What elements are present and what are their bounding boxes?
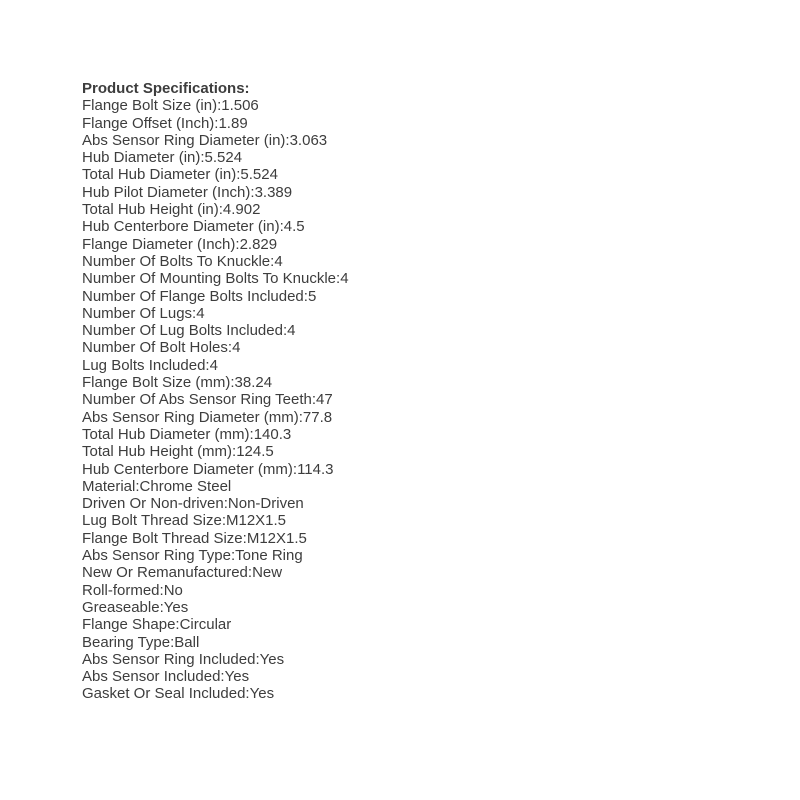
spec-separator: : <box>242 529 247 547</box>
spec-separator: : <box>214 114 219 132</box>
spec-separator: : <box>220 668 225 686</box>
spec-label: Abs Sensor Ring Diameter (mm) <box>82 408 299 426</box>
spec-label: Flange Offset (Inch) <box>82 114 215 132</box>
spec-line-new-or-remanufactured <box>82 564 349 581</box>
spec-separator: : <box>298 408 303 426</box>
spec-value: Yes <box>224 668 250 686</box>
spec-label: Bearing Type <box>82 633 171 651</box>
spec-line-abs-sensor-ring-teeth <box>82 391 349 408</box>
spec-value: Circular <box>179 616 232 634</box>
spec-value: 4.5 <box>283 218 305 236</box>
spec-value: No <box>163 581 183 599</box>
product-specifications-block <box>82 80 349 703</box>
spec-separator: : <box>135 477 140 495</box>
spec-line-abs-sensor-ring-diameter-mm <box>82 409 349 426</box>
spec-value: Chrome Steel <box>139 477 232 495</box>
spec-line-total-hub-diameter-mm <box>82 426 349 443</box>
spec-line-number-of-lug-bolts <box>82 322 349 339</box>
spec-line-flange-bolt-size-mm <box>82 374 349 391</box>
spec-value: 5.524 <box>240 166 278 184</box>
spec-separator: : <box>285 131 290 149</box>
spec-line-lug-bolt-thread-size <box>82 512 349 529</box>
spec-separator: : <box>255 650 260 668</box>
spec-value: New <box>252 564 283 582</box>
spec-separator: : <box>200 149 205 167</box>
spec-value: 124.5 <box>236 443 274 461</box>
spec-line-abs-sensor-included <box>82 668 349 685</box>
spec-line-number-of-lugs <box>82 305 349 322</box>
spec-separator: : <box>217 97 222 115</box>
spec-value: Non-Driven <box>227 495 304 513</box>
spec-label: Total Hub Diameter (mm) <box>82 425 250 443</box>
spec-label: Number Of Mounting Bolts To Knuckle <box>82 270 337 288</box>
spec-separator: : <box>282 322 288 340</box>
spec-separator: : <box>303 287 308 305</box>
spec-line-roll-formed <box>82 582 349 599</box>
spec-separator: : <box>205 356 210 374</box>
spec-line-greaseable <box>82 599 349 616</box>
spec-separator: : <box>250 183 255 201</box>
spec-line-flange-bolt-thread-size <box>82 530 349 547</box>
spec-value: 47 <box>316 391 333 409</box>
spec-value: M12X1.5 <box>225 512 287 530</box>
spec-label: Roll-formed <box>82 581 160 599</box>
spec-label: Driven Or Non-driven <box>82 495 224 513</box>
spec-separator: : <box>336 270 341 288</box>
spec-line-hub-centerbore-diameter-in <box>82 218 349 235</box>
spec-line-driven-or-non-driven <box>82 495 349 512</box>
spec-line-abs-sensor-ring-included <box>82 651 349 668</box>
spec-line-bearing-type <box>82 634 349 651</box>
spec-label: Number Of Abs Sensor Ring Teeth <box>82 391 312 409</box>
spec-value: 4 <box>287 322 296 340</box>
spec-value: 4 <box>340 270 349 288</box>
spec-label: Number Of Bolt Holes <box>82 339 228 357</box>
spec-separator: : <box>192 304 197 322</box>
spec-value: 38.24 <box>234 374 273 392</box>
spec-label: Flange Shape <box>82 616 176 634</box>
spec-line-total-hub-height-mm <box>82 443 349 460</box>
spec-label: Number Of Flange Bolts Included <box>82 287 304 305</box>
spec-label: Flange Diameter (Inch) <box>82 235 236 253</box>
spec-value: 140.3 <box>253 425 292 443</box>
spec-label: Hub Centerbore Diameter (mm) <box>82 460 293 478</box>
spec-label: Number Of Bolts To Knuckle <box>82 252 271 270</box>
spec-label: Flange Bolt Size (in) <box>82 97 218 115</box>
spec-value: 4.902 <box>222 201 261 219</box>
spec-line-flange-diameter <box>82 236 349 253</box>
spec-value: 4 <box>274 252 283 270</box>
spec-label: Lug Bolt Thread Size <box>82 512 222 530</box>
spec-value: 4 <box>209 356 218 374</box>
spec-value: 5 <box>307 287 317 305</box>
spec-label: Material <box>82 477 136 495</box>
spec-value: Tone Ring <box>235 547 303 565</box>
spec-separator: : <box>270 252 275 270</box>
spec-value: 4 <box>232 339 241 357</box>
spec-line-abs-sensor-ring-diameter-in <box>82 132 349 149</box>
spec-line-hub-centerbore-diameter-mm <box>82 461 349 478</box>
spec-line-abs-sensor-ring-type <box>82 547 349 564</box>
spec-value: 3.063 <box>289 131 328 149</box>
spec-value: 114.3 <box>297 460 334 478</box>
spec-separator: : <box>279 218 284 236</box>
spec-label: Number Of Lug Bolts Included <box>82 322 283 340</box>
spec-separator: : <box>170 633 175 651</box>
spec-value: Yes <box>249 685 275 703</box>
spec-line-gasket-or-seal-included <box>82 685 349 702</box>
spec-separator: : <box>247 564 253 582</box>
spec-line-total-hub-diameter-in <box>82 166 349 183</box>
spec-value: 2.829 <box>239 235 278 253</box>
spec-label: Abs Sensor Ring Included <box>82 650 256 668</box>
spec-line-total-hub-height-in <box>82 201 349 218</box>
spec-value: Ball <box>174 633 200 651</box>
spec-label: Flange Bolt Size (mm) <box>82 374 231 392</box>
spec-line-number-of-bolt-holes <box>82 339 349 356</box>
spec-line-flange-offset <box>82 115 349 132</box>
spec-label: Abs Sensor Ring Type <box>82 547 231 565</box>
spec-separator: : <box>227 339 233 357</box>
spec-value: 4 <box>196 304 205 322</box>
spec-label: Hub Diameter (in) <box>82 149 201 167</box>
spec-separator: : <box>230 374 235 392</box>
spec-value: 1.506 <box>221 97 259 115</box>
spec-separator: : <box>218 201 223 219</box>
spec-value: 3.389 <box>254 183 293 201</box>
spec-value: M12X1.5 <box>246 529 307 547</box>
spec-label: Gasket Or Seal Included <box>82 685 246 703</box>
spec-line-material <box>82 478 349 495</box>
spec-separator: : <box>292 460 298 478</box>
spec-label: New Or Remanufactured <box>82 564 248 582</box>
specifications-title: Product Specifications: <box>82 80 250 97</box>
spec-separator: : <box>236 166 241 184</box>
spec-separator: : <box>221 512 226 530</box>
spec-line-number-of-flange-bolts <box>82 288 349 305</box>
spec-separator: : <box>245 685 250 703</box>
spec-label: Abs Sensor Included <box>82 668 221 686</box>
spec-line-hub-pilot-diameter <box>82 184 349 201</box>
spec-label: Total Hub Height (mm) <box>82 443 233 461</box>
spec-separator: : <box>175 616 180 634</box>
spec-line-number-of-mounting-bolts <box>82 270 349 287</box>
spec-label: Abs Sensor Ring Diameter (in) <box>82 131 286 149</box>
spec-value: Yes <box>163 598 189 616</box>
spec-separator: : <box>249 425 254 443</box>
spec-label: Flange Bolt Thread Size <box>82 529 243 547</box>
spec-label: Hub Pilot Diameter (Inch) <box>82 183 251 201</box>
spec-separator: : <box>235 235 240 253</box>
spec-label: Number Of Lugs <box>82 304 193 322</box>
spec-line-hub-diameter <box>82 149 349 166</box>
spec-line-lug-bolts-included <box>82 357 349 374</box>
spec-line-number-of-bolts-to-knuckle <box>82 253 349 270</box>
spec-separator: : <box>311 391 317 409</box>
spec-value: 5.524 <box>204 149 243 167</box>
spec-separator: : <box>230 547 236 565</box>
spec-label: Total Hub Diameter (in) <box>82 166 237 184</box>
spec-label: Total Hub Height (in) <box>82 201 219 219</box>
spec-label: Greaseable <box>82 598 160 616</box>
spec-line-flange-shape <box>82 616 349 633</box>
spec-separator: : <box>159 581 164 599</box>
spec-line-flange-bolt-size-in <box>82 97 349 114</box>
spec-separator: : <box>159 598 164 616</box>
spec-label: Lug Bolts Included <box>82 356 206 374</box>
spec-label: Hub Centerbore Diameter (in) <box>82 218 280 236</box>
spec-separator: : <box>232 443 237 461</box>
spec-value: 1.89 <box>218 114 248 132</box>
spec-separator: : <box>223 495 228 513</box>
spec-value: 77.8 <box>302 408 333 426</box>
spec-value: Yes <box>259 650 285 668</box>
